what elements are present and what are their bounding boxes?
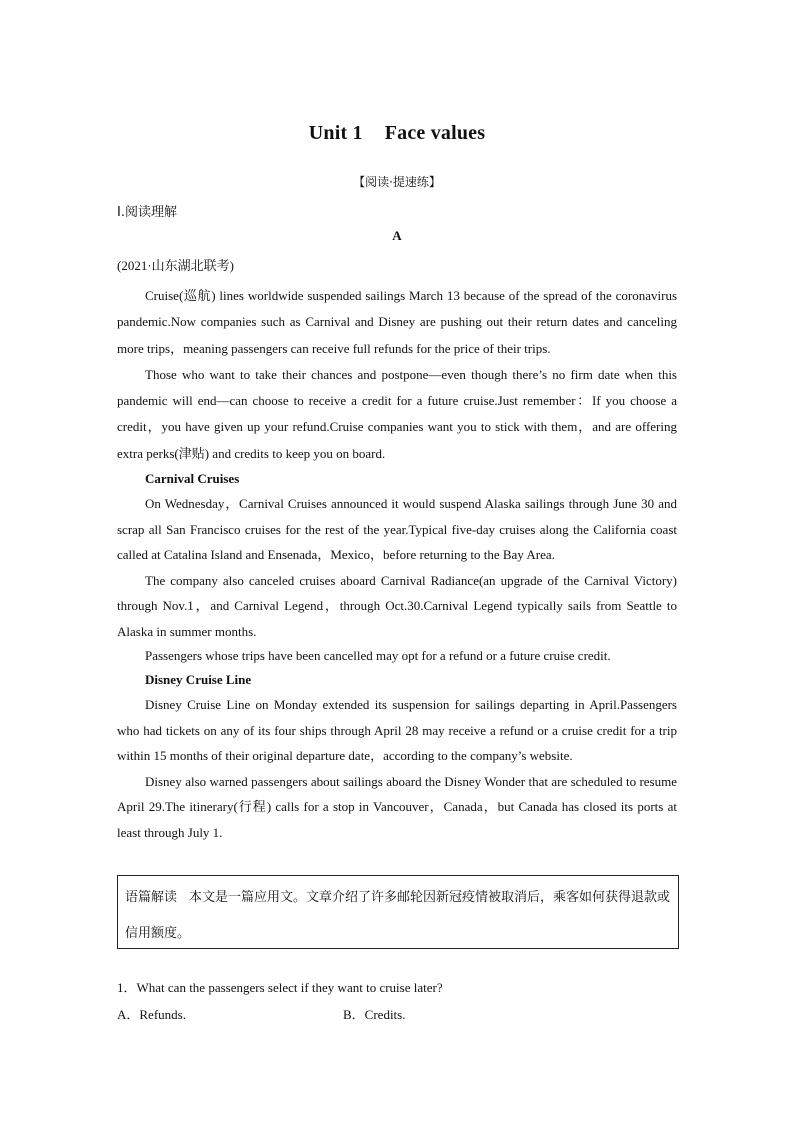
exercise-subtitle: 【阅读·提速练】 [353, 175, 441, 189]
subheading-carnival: Carnival Cruises [145, 471, 240, 487]
paragraph-5: Passengers whose trips have been cancelled may opt for a refund or a future cruise credit. [145, 648, 611, 664]
paragraph-2: Those who want to take their chances and postpone—even though there’s no firm date when this pandemic will end—can choose to receive a credit for a future cruise.Just remember：If you choose a credit，you have given up your refund.Cruise companies want you to stick with them，and are offering extra perks(津贴) and credits to keep you on board. [117, 366, 677, 461]
paragraph-1: Cruise(巡航) lines worldwide suspended sailings March 13 because of the spread of the coronavirus pandemic.Now companies such as Carnival and Disney are pushing out their return dates and canceling more trips，meaning passengers can receive full refunds for the price of their trips. [117, 288, 677, 356]
option-b: B．Credits. [343, 1007, 406, 1022]
passage-body [117, 283, 677, 845]
passage-letter: A [392, 228, 402, 243]
subheading-disney: Disney Cruise Line [145, 672, 252, 688]
paragraph-3: On Wednesday，Carnival Cruises announced it would suspend Alaska sailings through June 30 and scrap all San Francisco cruises for the rest of the year.Typical five-day cruises along the California coast called at Catalina Island and Ensenada，Mexico，before returning to the Bay Area. [117, 496, 677, 563]
unit-number: Unit 1 [308, 122, 363, 144]
option-a: A．Refunds. [117, 1007, 186, 1022]
question-1: 1．What can the passengers select if they want to cruise later? [117, 980, 443, 995]
section-heading: Ⅰ.阅读理解 [117, 205, 177, 220]
summary-label: 语篇解读 [125, 890, 178, 905]
page-title [0, 122, 794, 145]
passage-source: (2021·山东湖北联考) [117, 258, 234, 273]
summary-text: 本文是一篇应用文。文章介绍了许多邮轮因新冠疫情被取消后，乘客如何获得退款或信用额度。 [125, 890, 671, 941]
passage-summary-box [117, 875, 679, 949]
paragraph-7: Disney also warned passengers about sailings aboard the Disney Wonder that are scheduled to resume April 29.The itinerary(行程) calls for a stop in Vancouver，Canada，but Canada has closed its ports at least through July 1. [117, 773, 677, 840]
paragraph-4: The company also canceled cruises aboard Carnival Radiance(an upgrade of the Carnival Victory) through Nov.1，and Carnival Legend，through Oct.30.Carnival Legend typically sails from Seattle to Alaska in summer months. [117, 572, 677, 639]
unit-name: Face values [384, 122, 486, 144]
paragraph-6: Disney Cruise Line on Monday extended its suspension for sailings departing in April.Passengers who had tickets on any of its four ships through April 28 may receive a refund or a cruise credit for a trip within 15 months of their original departure date，according to the company’s website. [117, 697, 677, 764]
